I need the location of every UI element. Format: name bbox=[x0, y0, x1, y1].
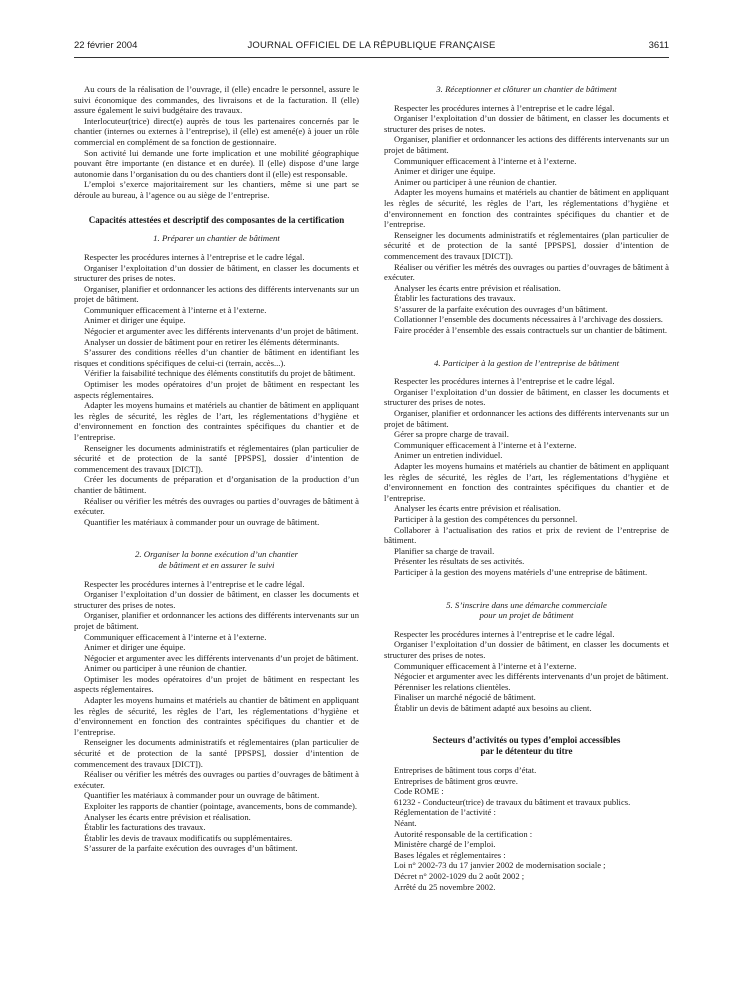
section-2-items bbox=[74, 579, 359, 854]
paragraph: Créer les documents de préparation et d’organisation de la production d’un chantier de bâtiment. bbox=[74, 474, 359, 495]
section-5-title-line2: pour un projet de bâtiment bbox=[479, 610, 574, 621]
paragraph: Organiser l’exploitation d’un dossier de bâtiment, en classer les documents et structurer des prises de notes. bbox=[74, 589, 359, 610]
paragraph: Communiquer efficacement à l’interne et à l’externe. bbox=[84, 304, 267, 315]
paragraph: Renseigner les documents administratifs et réglementaires (plan particulier de sécurité et de protection de la santé [PPSPS], dossier d’intention de commencement des travaux [DICT]). bbox=[384, 229, 669, 261]
section-5-items bbox=[384, 629, 669, 714]
paragraph: Organiser, planifier et ordonnancer les actions des différents intervenants sur un projet de bâtiment. bbox=[74, 283, 359, 305]
paragraph: Analyser les écarts entre prévision et réalisation. bbox=[84, 811, 251, 822]
paragraph: Réaliser ou vérifier les métrés des ouvrages ou parties d’ouvrages de bâtiment à exécuter. bbox=[74, 495, 359, 517]
paragraph: Arrêté du 25 novembre 2002. bbox=[394, 881, 496, 892]
paragraph: Communiquer efficacement à l’interne et à l’externe. bbox=[84, 631, 267, 642]
paragraph: Présenter les résultats de ses activités. bbox=[394, 556, 525, 567]
paragraph: Planifier sa charge de travail. bbox=[394, 545, 495, 556]
paragraph: Animer et diriger une équipe. bbox=[84, 315, 186, 326]
paragraph: Néant. bbox=[394, 818, 417, 829]
paragraph: Analyser un dossier de bâtiment pour en retirer les éléments déterminants. bbox=[84, 336, 340, 347]
right-column bbox=[384, 84, 669, 892]
paragraph: Collationner l’ensemble des documents nécessaires à l’archivage des dossiers. bbox=[394, 314, 663, 325]
paragraph: 61232 - Conducteur(trice) de travaux du bâtiment et travaux publics. bbox=[394, 796, 631, 807]
paragraph: Respecter les procédures internes à l’entreprise et le cadre légal. bbox=[394, 376, 615, 387]
paragraph: Négocier et argumenter avec les différents intervenants d’un projet de bâtiment. bbox=[84, 652, 359, 663]
section-2-title-line2: de bâtiment et en assurer le suivi bbox=[158, 559, 275, 570]
paragraph: Loi n° 2002-73 du 17 janvier 2002 de modernisation sociale ; bbox=[394, 860, 606, 871]
paragraph: Communiquer efficacement à l’interne et à l’externe. bbox=[394, 439, 577, 450]
paragraph: Optimiser les modes opératoires d’un projet de bâtiment en respectant les aspects réglementaires. bbox=[74, 673, 359, 695]
paragraph: S’assurer de la parfaite exécution des ouvrages d’un bâtiment. bbox=[84, 843, 298, 854]
paragraph: Quantifier les matériaux à commander pour un ouvrage de bâtiment. bbox=[84, 516, 320, 527]
paragraph: Quantifier les matériaux à commander pour un ouvrage de bâtiment. bbox=[84, 790, 320, 801]
paragraph: Respecter les procédures internes à l’entreprise et le cadre légal. bbox=[84, 578, 305, 589]
paragraph: L’emploi s’exerce majoritairement sur les chantiers, même si une part se déroule au bureau, à l’agence ou au siège de l’entreprise. bbox=[74, 179, 359, 200]
paragraph: Code ROME : bbox=[394, 786, 444, 797]
paragraph: Animer ou participer à une réunion de chantier. bbox=[394, 176, 557, 187]
section-3-title: 3. Réceptionner et clôturer un chantier de bâtiment bbox=[436, 84, 617, 94]
paragraph: Respecter les procédures internes à l’entreprise et le cadre légal. bbox=[84, 251, 305, 262]
sectors-heading-line2: par le détenteur du titre bbox=[480, 746, 573, 757]
paragraph: Son activité lui demande une forte implication et une mobilité géographique pouvant être importante (en distance et en durée). Il (elle) dispose d’une large autonomie dans l’organisation du ou des chantiers dont il (elle) est responsable. bbox=[74, 147, 359, 179]
paragraph: Établir un devis de bâtiment adapté aux besoins au client. bbox=[394, 702, 592, 713]
section-1-items bbox=[74, 252, 359, 527]
capacities-heading: Capacités attestées et descriptif des composantes de la certification bbox=[88, 214, 345, 225]
paragraph: Renseigner les documents administratifs et réglementaires (plan particulier de sécurité et de protection de la santé [PPSPS], dossier d’intention de commencement des travaux [DICT]). bbox=[74, 737, 359, 769]
paragraph: Adapter les moyens humains et matériels au chantier de bâtiment en appliquant les règles de sécurité, les règles de l’art, les réglementations d’hygiène et d’environnement en fonction des contraintes spécifiques du chantier et de l’entreprise. bbox=[384, 461, 669, 503]
paragraph: S’assurer des conditions réelles d’un chantier de bâtiment en identifiant les risques et conditions spécifiques de celui-ci (terrain, accès...). bbox=[74, 347, 359, 368]
section-2-title-line1: 2. Organiser la bonne exécution d’un chantier bbox=[134, 549, 299, 560]
paragraph: Décret n° 2002-1029 du 2 août 2002 ; bbox=[394, 871, 525, 881]
sectors-heading-line1: Secteurs d’activités ou types d’emploi accessibles bbox=[432, 735, 621, 746]
paragraph: Entreprises de bâtiment gros œuvre. bbox=[394, 775, 518, 786]
paragraph: Organiser l’exploitation d’un dossier de bâtiment, en classer les documents et structurer des prises de notes. bbox=[384, 639, 669, 660]
section-4-title: 4. Participer à la gestion de l’entreprise de bâtiment bbox=[433, 357, 620, 368]
paragraph: Organiser, planifier et ordonnancer les actions des différents intervenants sur un projet de bâtiment. bbox=[74, 610, 359, 631]
paragraph: Gérer sa propre charge de travail. bbox=[394, 429, 509, 440]
paragraph: Établir les facturations des travaux. bbox=[84, 822, 206, 833]
sectors-items bbox=[384, 765, 669, 892]
paragraph: Adapter les moyens humains et matériels au chantier de bâtiment en appliquant les règles de sécurité, les règles de l’art, les réglementations d’hygiène et d’environnement en fonction des contraintes spécifiques du chantier et de l’entreprise. bbox=[74, 400, 359, 443]
paragraph: Analyser les écarts entre prévision et réalisation. bbox=[394, 503, 561, 514]
paragraph: Organiser, planifier et ordonnancer les actions des différents intervenants sur un projet de bâtiment. bbox=[384, 408, 669, 429]
paragraph: Vérifier la faisabilité technique des éléments constitutifs du projet de bâtiment. bbox=[84, 368, 356, 379]
header-date: 22 février 2004 bbox=[74, 40, 138, 51]
paragraph: Réglementation de l’activité : bbox=[394, 807, 496, 818]
paragraph: Faire procéder à l’ensemble des essais contractuels sur un chantier de bâtiment. bbox=[394, 325, 667, 336]
paragraph: Interlocuteur(trice) direct(e) auprès de tous les partenaires concernés par le chantier (internes ou externes à l’entreprise), il (elle) est amené(e) à jouer un rôle commercial en complément de sa fonction de gestionnaire. bbox=[74, 115, 359, 147]
paragraph: Autorité responsable de la certification : bbox=[394, 828, 533, 839]
page-number: 3611 bbox=[648, 40, 669, 51]
paragraph: Établir les facturations des travaux. bbox=[394, 293, 516, 304]
paragraph: Pérenniser les relations clientèles. bbox=[394, 681, 511, 692]
paragraph: Réaliser ou vérifier les métrés des ouvrages ou parties d’ouvrages de bâtiment à exécuter. bbox=[384, 261, 669, 283]
paragraph: Collaborer à l’actualisation des ratios et prix de revient de l’entreprise de bâtiment. bbox=[384, 524, 669, 546]
section-3-items bbox=[384, 103, 669, 336]
paragraph: Animer ou participer à une réunion de chantier. bbox=[84, 663, 247, 674]
paragraph: Respecter les procédures internes à l’entreprise et le cadre légal. bbox=[394, 102, 615, 113]
paragraph: Animer un entretien individuel. bbox=[394, 450, 503, 461]
paragraph: Organiser l’exploitation d’un dossier de bâtiment, en classer les documents et structurer des prises de notes. bbox=[384, 113, 669, 134]
paragraph: Négocier et argumenter avec les différents intervenants d’un projet de bâtiment. bbox=[84, 326, 359, 337]
section-5-title-line1: 5. S’inscrire dans une démarche commerciale bbox=[446, 599, 607, 610]
paragraph: Participer à la gestion des compétences du personnel. bbox=[394, 513, 578, 524]
header-rule bbox=[74, 57, 669, 58]
paragraph: Finaliser un marché négocié de bâtiment. bbox=[394, 692, 536, 703]
intro-paragraphs bbox=[74, 84, 359, 201]
paragraph: Adapter les moyens humains et matériels au chantier de bâtiment en appliquant les règles de sécurité, les règles de l’art, les réglementations d’hygiène et d’environnement en fonction des contraintes spécifiques du chantier et de l’entreprise. bbox=[74, 695, 359, 737]
left-column bbox=[74, 84, 359, 854]
paragraph: Analyser les écarts entre prévision et réalisation. bbox=[394, 282, 561, 293]
paragraph: Optimiser les modes opératoires d’un projet de bâtiment en respectant les aspects réglementaires. bbox=[74, 379, 359, 400]
paragraph: Exploiter les rapports de chantier (pointage, avancements, bons de commande). bbox=[84, 801, 357, 812]
paragraph: Établir les devis de travaux modificatifs ou supplémentaires. bbox=[84, 832, 293, 843]
section-4-items bbox=[384, 376, 669, 577]
paragraph: Respecter les procédures internes à l’entreprise et le cadre légal. bbox=[394, 628, 615, 639]
paragraph: Renseigner les documents administratifs et réglementaires (plan particulier de sécurité et de protection de la santé [PPSPS], dossier d’intention de commencement des travaux [DICT]). bbox=[74, 442, 359, 474]
paragraph: Entreprises de bâtiment tous corps d’état. bbox=[394, 765, 537, 776]
section-1-title: 1. Préparer un chantier de bâtiment bbox=[153, 233, 280, 244]
paragraph: Négocier et argumenter avec les différents intervenants d’un projet de bâtiment. bbox=[394, 671, 669, 682]
paragraph: Réaliser ou vérifier les métrés des ouvrages ou parties d’ouvrages de bâtiment à exécuter. bbox=[74, 769, 359, 790]
paragraph: Bases légales et réglementaires : bbox=[394, 849, 506, 860]
page-header bbox=[74, 40, 669, 54]
paragraph: S’assurer de la parfaite exécution des ouvrages d’un bâtiment. bbox=[394, 303, 608, 314]
journal-title: JOURNAL OFFICIEL DE LA RÉPUBLIQUE FRANÇAISE bbox=[247, 40, 496, 51]
paragraph: Organiser, planifier et ordonnancer les actions des différents intervenants sur un projet de bâtiment. bbox=[384, 134, 669, 155]
paragraph: Organiser l’exploitation d’un dossier de bâtiment, en classer les documents et structurer des prises de notes. bbox=[74, 262, 359, 284]
paragraph: Ministère chargé de l’emploi. bbox=[394, 839, 496, 850]
paragraph: Communiquer efficacement à l’interne et à l’externe. bbox=[394, 660, 577, 671]
paragraph: Participer à la gestion des moyens matériels d’une entreprise de bâtiment. bbox=[394, 566, 648, 577]
paragraph: Adapter les moyens humains et matériels au chantier de bâtiment en appliquant les règles de sécurité, les règles de l’art, les réglementations d’hygiène et d’environnement en fonction des contraintes spécifiques du chantier et de l’entreprise. bbox=[384, 187, 669, 230]
paragraph: Animer et diriger une équipe. bbox=[394, 166, 496, 177]
paragraph: Animer et diriger une équipe. bbox=[84, 642, 186, 653]
paragraph: Au cours de la réalisation de l’ouvrage, il (elle) encadre le personnel, assure le suivi économique des commandes, des livraisons et de la facturation. Il (elle) assure également le suivi budgétaire des travaux. bbox=[74, 84, 359, 116]
paragraph: Organiser l’exploitation d’un dossier de bâtiment, en classer les documents et structurer des prises de notes. bbox=[384, 386, 669, 408]
paragraph: Communiquer efficacement à l’interne et à l’externe. bbox=[394, 155, 577, 166]
